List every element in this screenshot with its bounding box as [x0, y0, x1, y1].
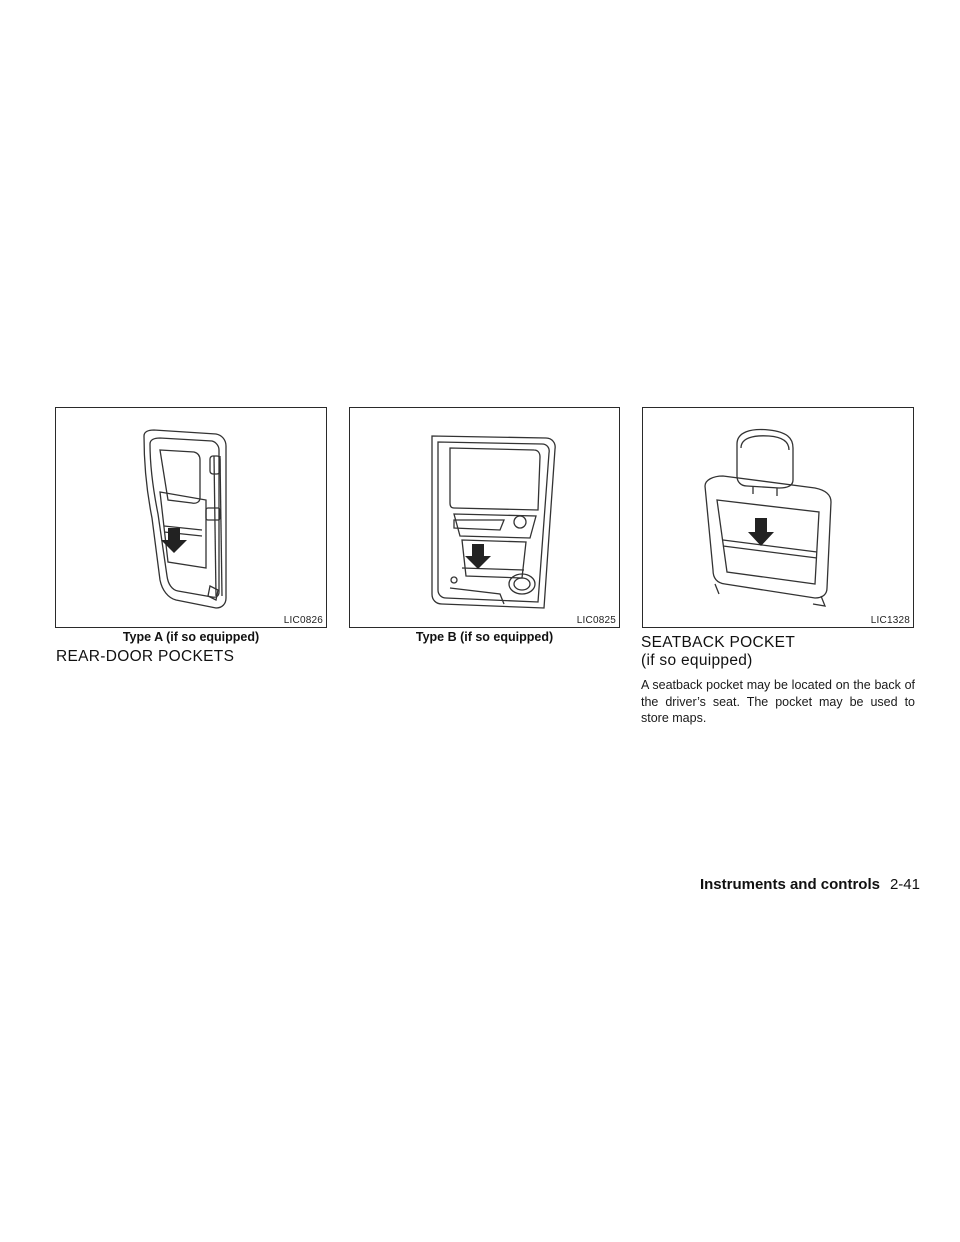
seatback-pocket-heading — [641, 634, 795, 670]
rear-door-type-b-illustration — [350, 408, 619, 627]
figure-code: LIC1328 — [870, 615, 910, 626]
rear-door-type-a-illustration — [56, 408, 326, 627]
figure-rear-door-type-a — [55, 407, 327, 628]
seatback-heading-line1: SEATBACK POCKET — [641, 634, 796, 651]
seatback-pocket-body: A seatback pocket may be located on the back of the driver’s seat. The pocket may be used to store maps. — [641, 678, 915, 725]
figure-seatback-pocket — [642, 407, 914, 628]
arrow-down-icon — [465, 544, 491, 569]
arrow-down-icon — [748, 518, 774, 546]
page-footer — [700, 876, 920, 893]
figure-caption-type-a: Type A (if so equipped) — [122, 630, 260, 644]
page-number: 2-41 — [889, 876, 920, 893]
seatback-illustration — [643, 408, 913, 627]
figure-caption-type-b: Type B (if so equipped) — [415, 630, 554, 644]
rear-door-pockets-heading: REAR-DOOR POCKETS — [56, 648, 235, 665]
figure-rear-door-type-b — [349, 407, 620, 628]
seatback-heading-line2: (if so equipped) — [641, 652, 753, 669]
figure-code: LIC0825 — [576, 615, 616, 626]
footer-section-title: Instruments and controls — [699, 876, 880, 893]
figure-code: LIC0826 — [283, 615, 323, 626]
